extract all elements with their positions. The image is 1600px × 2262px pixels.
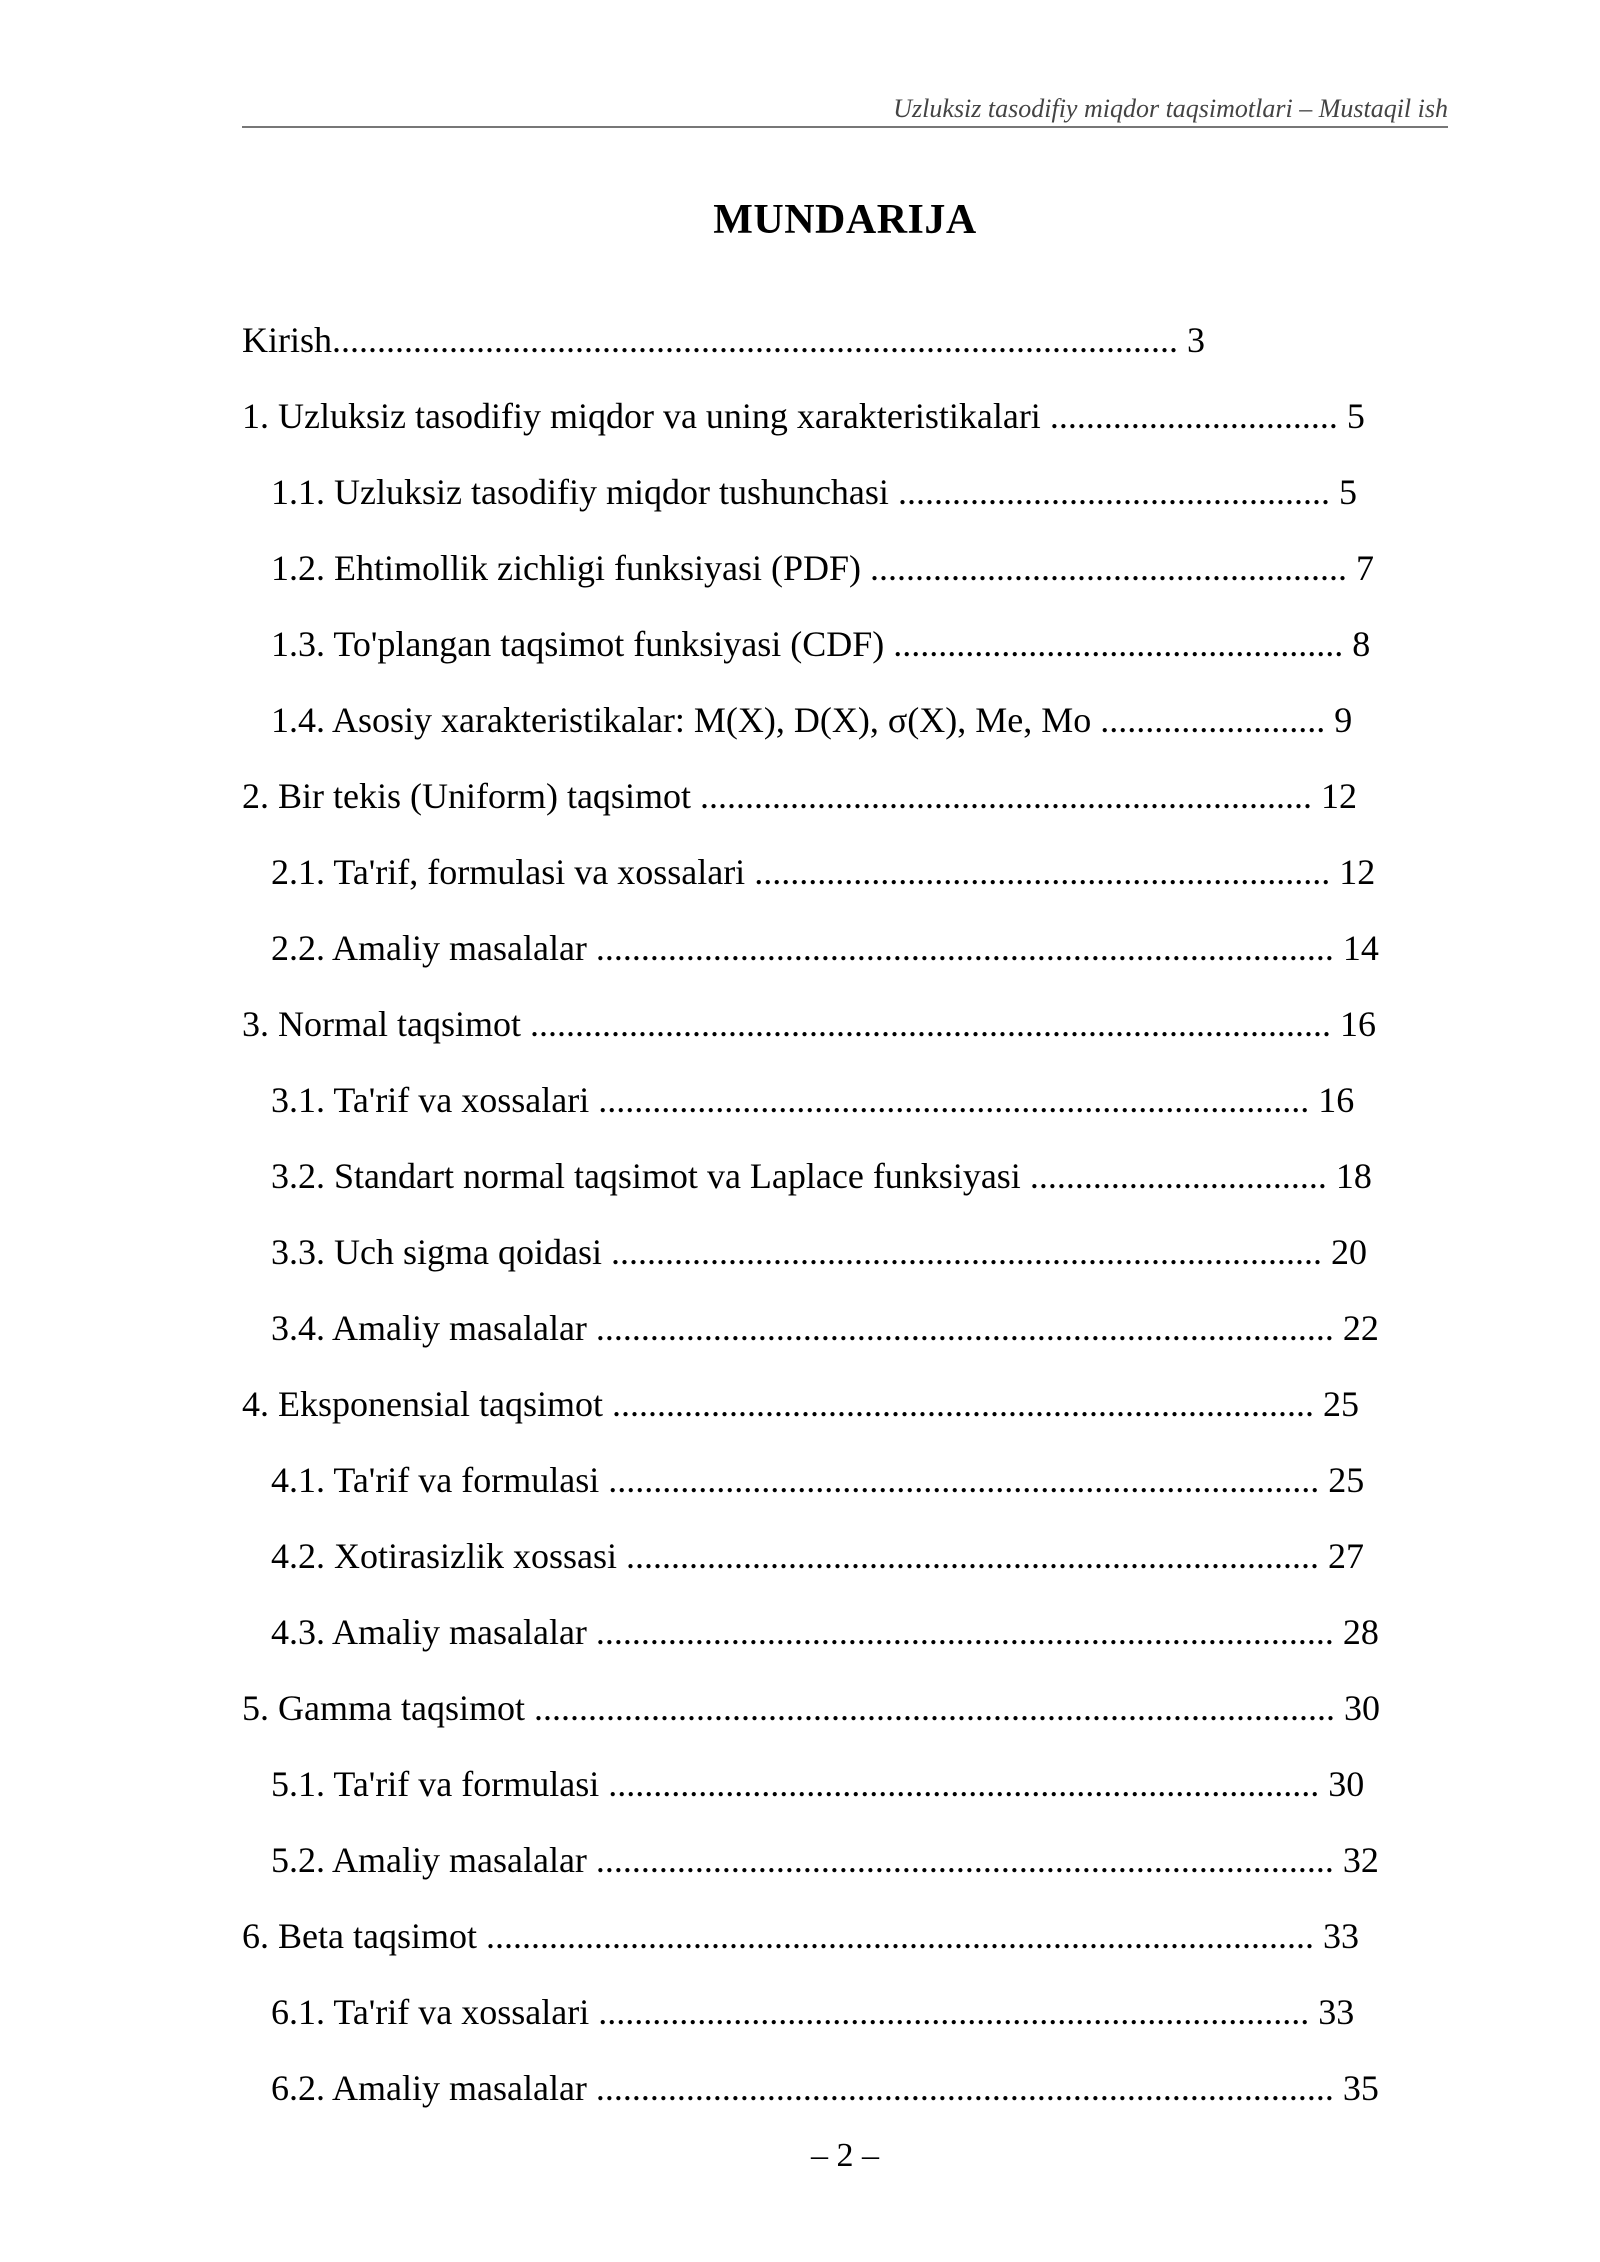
- toc-entry-section-4-2[interactable]: [271, 1528, 1442, 1604]
- toc-entry-section-1[interactable]: [242, 388, 1442, 464]
- toc-leader-dots: ................................................................: [745, 852, 1340, 892]
- toc-leader-dots: ..................................................: [884, 624, 1353, 664]
- toc-entry-label: 3. Normal taqsimot: [242, 1004, 521, 1044]
- toc-entry-introduction[interactable]: [242, 312, 1442, 388]
- toc-entry-section-2-1[interactable]: [271, 844, 1442, 920]
- toc-entry-label: 2. Bir tekis (Uniform) taqsimot: [242, 776, 691, 816]
- toc-entry-label: 5.2. Amaliy masalalar: [271, 1840, 587, 1880]
- toc-entry-section-5-2[interactable]: [271, 1832, 1442, 1908]
- toc-entry-section-1-1[interactable]: [271, 464, 1442, 540]
- toc-entry-section-3-3[interactable]: [271, 1224, 1442, 1300]
- table-of-contents: [242, 312, 1442, 2136]
- toc-entry-label: 2.2. Amaliy masalalar: [271, 928, 587, 968]
- toc-entry-label: 1. Uzluksiz tasodifiy miqdor va uning xarakteristikalari: [242, 396, 1041, 436]
- toc-entry-label: 2.1. Ta'rif, formulasi va xossalari: [271, 852, 746, 892]
- toc-page-number: 33: [1322, 1916, 1359, 1956]
- toc-page-number: 14: [1342, 928, 1379, 968]
- toc-leader-dots: .................................: [1020, 1156, 1336, 1196]
- running-header: Uzluksiz tasodifiy miqdor taqsimotlari – Mustaqil ish: [242, 92, 1448, 128]
- toc-entry-section-4-1[interactable]: [271, 1452, 1442, 1528]
- toc-leader-dots: .............................................................................: [616, 1536, 1328, 1576]
- toc-page-number: 3: [1187, 320, 1205, 360]
- toc-entry-section-4-3[interactable]: [271, 1604, 1442, 1680]
- toc-page-number: 20: [1330, 1232, 1367, 1272]
- toc-entry-section-5[interactable]: [242, 1680, 1442, 1756]
- toc-page-number: 5: [1338, 472, 1357, 512]
- toc-entry-section-1-2[interactable]: [271, 540, 1442, 616]
- toc-leader-dots: ..............................................................................................: [332, 320, 1187, 360]
- toc-entry-label: 6.1. Ta'rif va xossalari: [271, 1992, 590, 2032]
- toc-page-number: 16: [1318, 1080, 1355, 1120]
- toc-entry-label: 5.1. Ta'rif va formulasi: [271, 1764, 600, 1804]
- toc-leader-dots: .........................................................................................: [520, 1004, 1340, 1044]
- toc-leader-dots: ..................................................................................: [586, 1612, 1343, 1652]
- toc-entry-section-3-2[interactable]: [271, 1148, 1442, 1224]
- toc-entry-label: Kirish: [242, 320, 332, 360]
- toc-entry-label: 4.2. Xotirasizlik xossasi: [271, 1536, 617, 1576]
- toc-leader-dots: ................................................: [888, 472, 1339, 512]
- toc-entry-section-1-4[interactable]: [271, 692, 1442, 768]
- toc-entry-label: 3.1. Ta'rif va xossalari: [271, 1080, 590, 1120]
- toc-leader-dots: ...............................................................................: [599, 1764, 1329, 1804]
- toc-page-number: 35: [1342, 2068, 1379, 2108]
- toc-entry-label: 4. Eksponensial taqsimot: [242, 1384, 603, 1424]
- toc-leader-dots: ...............................................................................: [589, 1992, 1319, 2032]
- toc-entry-section-6[interactable]: [242, 1908, 1442, 1984]
- toc-page-number: 27: [1327, 1536, 1364, 1576]
- toc-page-number: 32: [1342, 1840, 1379, 1880]
- toc-page-number: 18: [1335, 1156, 1372, 1196]
- toc-leader-dots: .....................................................: [860, 548, 1356, 588]
- toc-entry-section-4[interactable]: [242, 1376, 1442, 1452]
- toc-page-number: 22: [1342, 1308, 1379, 1348]
- toc-page-number: 25: [1328, 1460, 1365, 1500]
- toc-entry-label: 6. Beta taqsimot: [242, 1916, 477, 1956]
- toc-leader-dots: ..................................................................................: [586, 1308, 1343, 1348]
- toc-leader-dots: ..............................................................................: [602, 1384, 1323, 1424]
- toc-leader-dots: ...............................................................................: [589, 1080, 1319, 1120]
- toc-page-number: 16: [1339, 1004, 1376, 1044]
- toc-leader-dots: ....................................................................: [690, 776, 1321, 816]
- page-number: – 2 –: [811, 2137, 879, 2174]
- toc-page-number: 30: [1328, 1764, 1365, 1804]
- toc-entry-section-1-3[interactable]: [271, 616, 1442, 692]
- toc-leader-dots: ..................................................................................: [586, 928, 1343, 968]
- toc-page-number: 12: [1320, 776, 1357, 816]
- toc-page-number: 7: [1355, 548, 1374, 588]
- toc-entry-section-3-1[interactable]: [271, 1072, 1442, 1148]
- toc-page-number: 12: [1339, 852, 1376, 892]
- toc-page-number: 28: [1342, 1612, 1379, 1652]
- toc-entry-section-3-4[interactable]: [271, 1300, 1442, 1376]
- toc-entry-section-2-2[interactable]: [271, 920, 1442, 996]
- toc-page-number: 25: [1322, 1384, 1359, 1424]
- toc-leader-dots: ..................................................................................: [586, 2068, 1343, 2108]
- toc-entry-section-6-2[interactable]: [271, 2060, 1442, 2136]
- toc-page-number: 30: [1343, 1688, 1380, 1728]
- toc-page-number: 9: [1334, 700, 1353, 740]
- toc-entry-label: 3.2. Standart normal taqsimot va Laplace funksiyasi: [271, 1156, 1021, 1196]
- toc-entry-section-3[interactable]: [242, 996, 1442, 1072]
- toc-leader-dots: ..................................................................................: [586, 1840, 1343, 1880]
- toc-leader-dots: ............................................................................................: [476, 1916, 1323, 1956]
- toc-leader-dots: ................................: [1040, 396, 1347, 436]
- page-title: MUNDARIJA: [713, 197, 977, 243]
- toc-entry-label: 1.1. Uzluksiz tasodifiy miqdor tushunchasi: [271, 472, 889, 512]
- toc-leader-dots: .........................: [1091, 700, 1335, 740]
- toc-entry-label: 1.2. Ehtimollik zichligi funksiyasi (PDF): [271, 548, 861, 588]
- toc-leader-dots: ...............................................................................: [601, 1232, 1331, 1272]
- toc-entry-label: 1.4. Asosiy xarakteristikalar: M(X), D(X), σ(X), Me, Mo: [271, 700, 1092, 740]
- toc-entry-label: 3.3. Uch sigma qoidasi: [271, 1232, 602, 1272]
- toc-page-number: 5: [1346, 396, 1365, 436]
- toc-entry-section-6-1[interactable]: [271, 1984, 1442, 2060]
- toc-entry-label: 4.3. Amaliy masalalar: [271, 1612, 587, 1652]
- toc-entry-label: 1.3. To'plangan taqsimot funksiyasi (CDF): [271, 624, 885, 664]
- toc-leader-dots: ...............................................................................: [599, 1460, 1329, 1500]
- toc-entry-label: 5. Gamma taqsimot: [242, 1688, 525, 1728]
- toc-entry-label: 3.4. Amaliy masalalar: [271, 1308, 587, 1348]
- toc-entry-label: 6.2. Amaliy masalalar: [271, 2068, 587, 2108]
- toc-entry-section-5-1[interactable]: [271, 1756, 1442, 1832]
- toc-entry-section-2[interactable]: [242, 768, 1442, 844]
- toc-page-number: 33: [1318, 1992, 1355, 2032]
- toc-page-number: 8: [1352, 624, 1371, 664]
- toc-entry-label: 4.1. Ta'rif va formulasi: [271, 1460, 600, 1500]
- toc-leader-dots: .........................................................................................: [524, 1688, 1344, 1728]
